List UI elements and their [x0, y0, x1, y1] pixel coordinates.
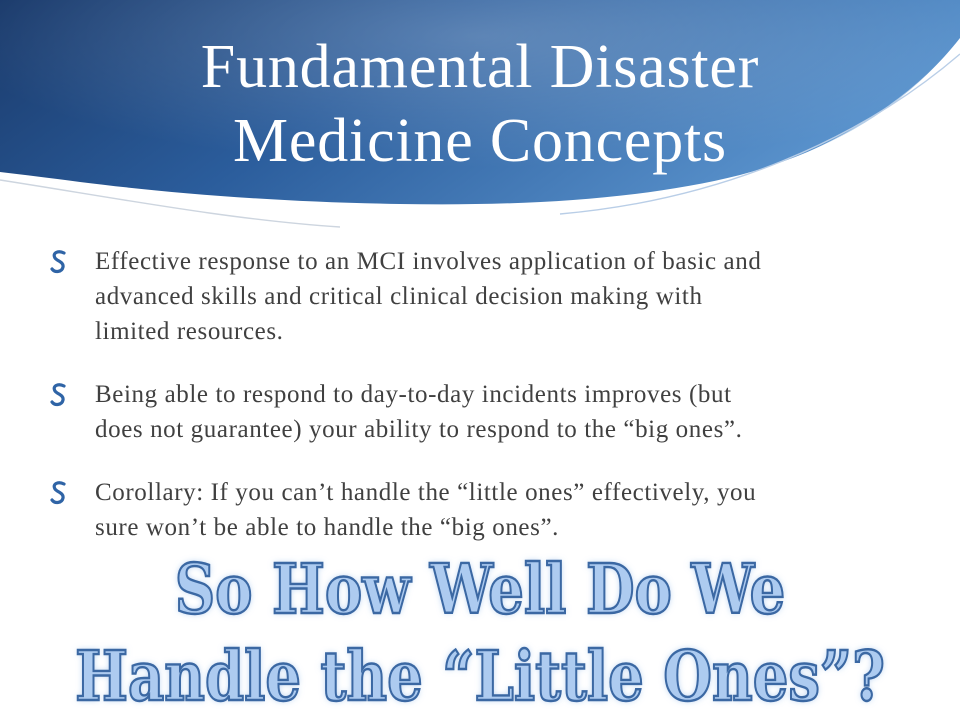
- bullet-text-line: sure won’t be able to handle the “big ones”.: [95, 514, 559, 541]
- swirl-bullet-icon: [49, 382, 69, 408]
- swirl-bullet-icon: [49, 249, 69, 275]
- slide-title-line: Medicine Concepts: [233, 107, 727, 175]
- swirl-bullet-icon: [49, 480, 69, 506]
- bullet-text-line: Effective response to an MCI involves application of basic and: [95, 248, 762, 275]
- bullet-text-line: advanced skills and critical clinical decision making with: [95, 283, 703, 310]
- bullet-text-line: Corollary: If you can’t handle the “little ones” effectively, you: [95, 479, 757, 506]
- callout-heading-line: Handle the “Little Ones”?: [75, 636, 885, 718]
- slide-title-line: Fundamental Disaster: [200, 33, 760, 101]
- bullet-text-line: does not guarantee) your ability to respond to the “big ones”.: [95, 416, 743, 443]
- bullet-item: [95, 475, 935, 545]
- bullet-item: [95, 244, 935, 349]
- bullet-text-line: Being able to respond to day-to-day incidents improves (but: [95, 381, 732, 408]
- callout-heading-line: So How Well Do We: [174, 549, 786, 631]
- bullet-item: [95, 377, 935, 447]
- bullet-text-line: limited resources.: [95, 318, 284, 345]
- slide-title: [0, 30, 960, 178]
- bullet-list: [95, 244, 935, 573]
